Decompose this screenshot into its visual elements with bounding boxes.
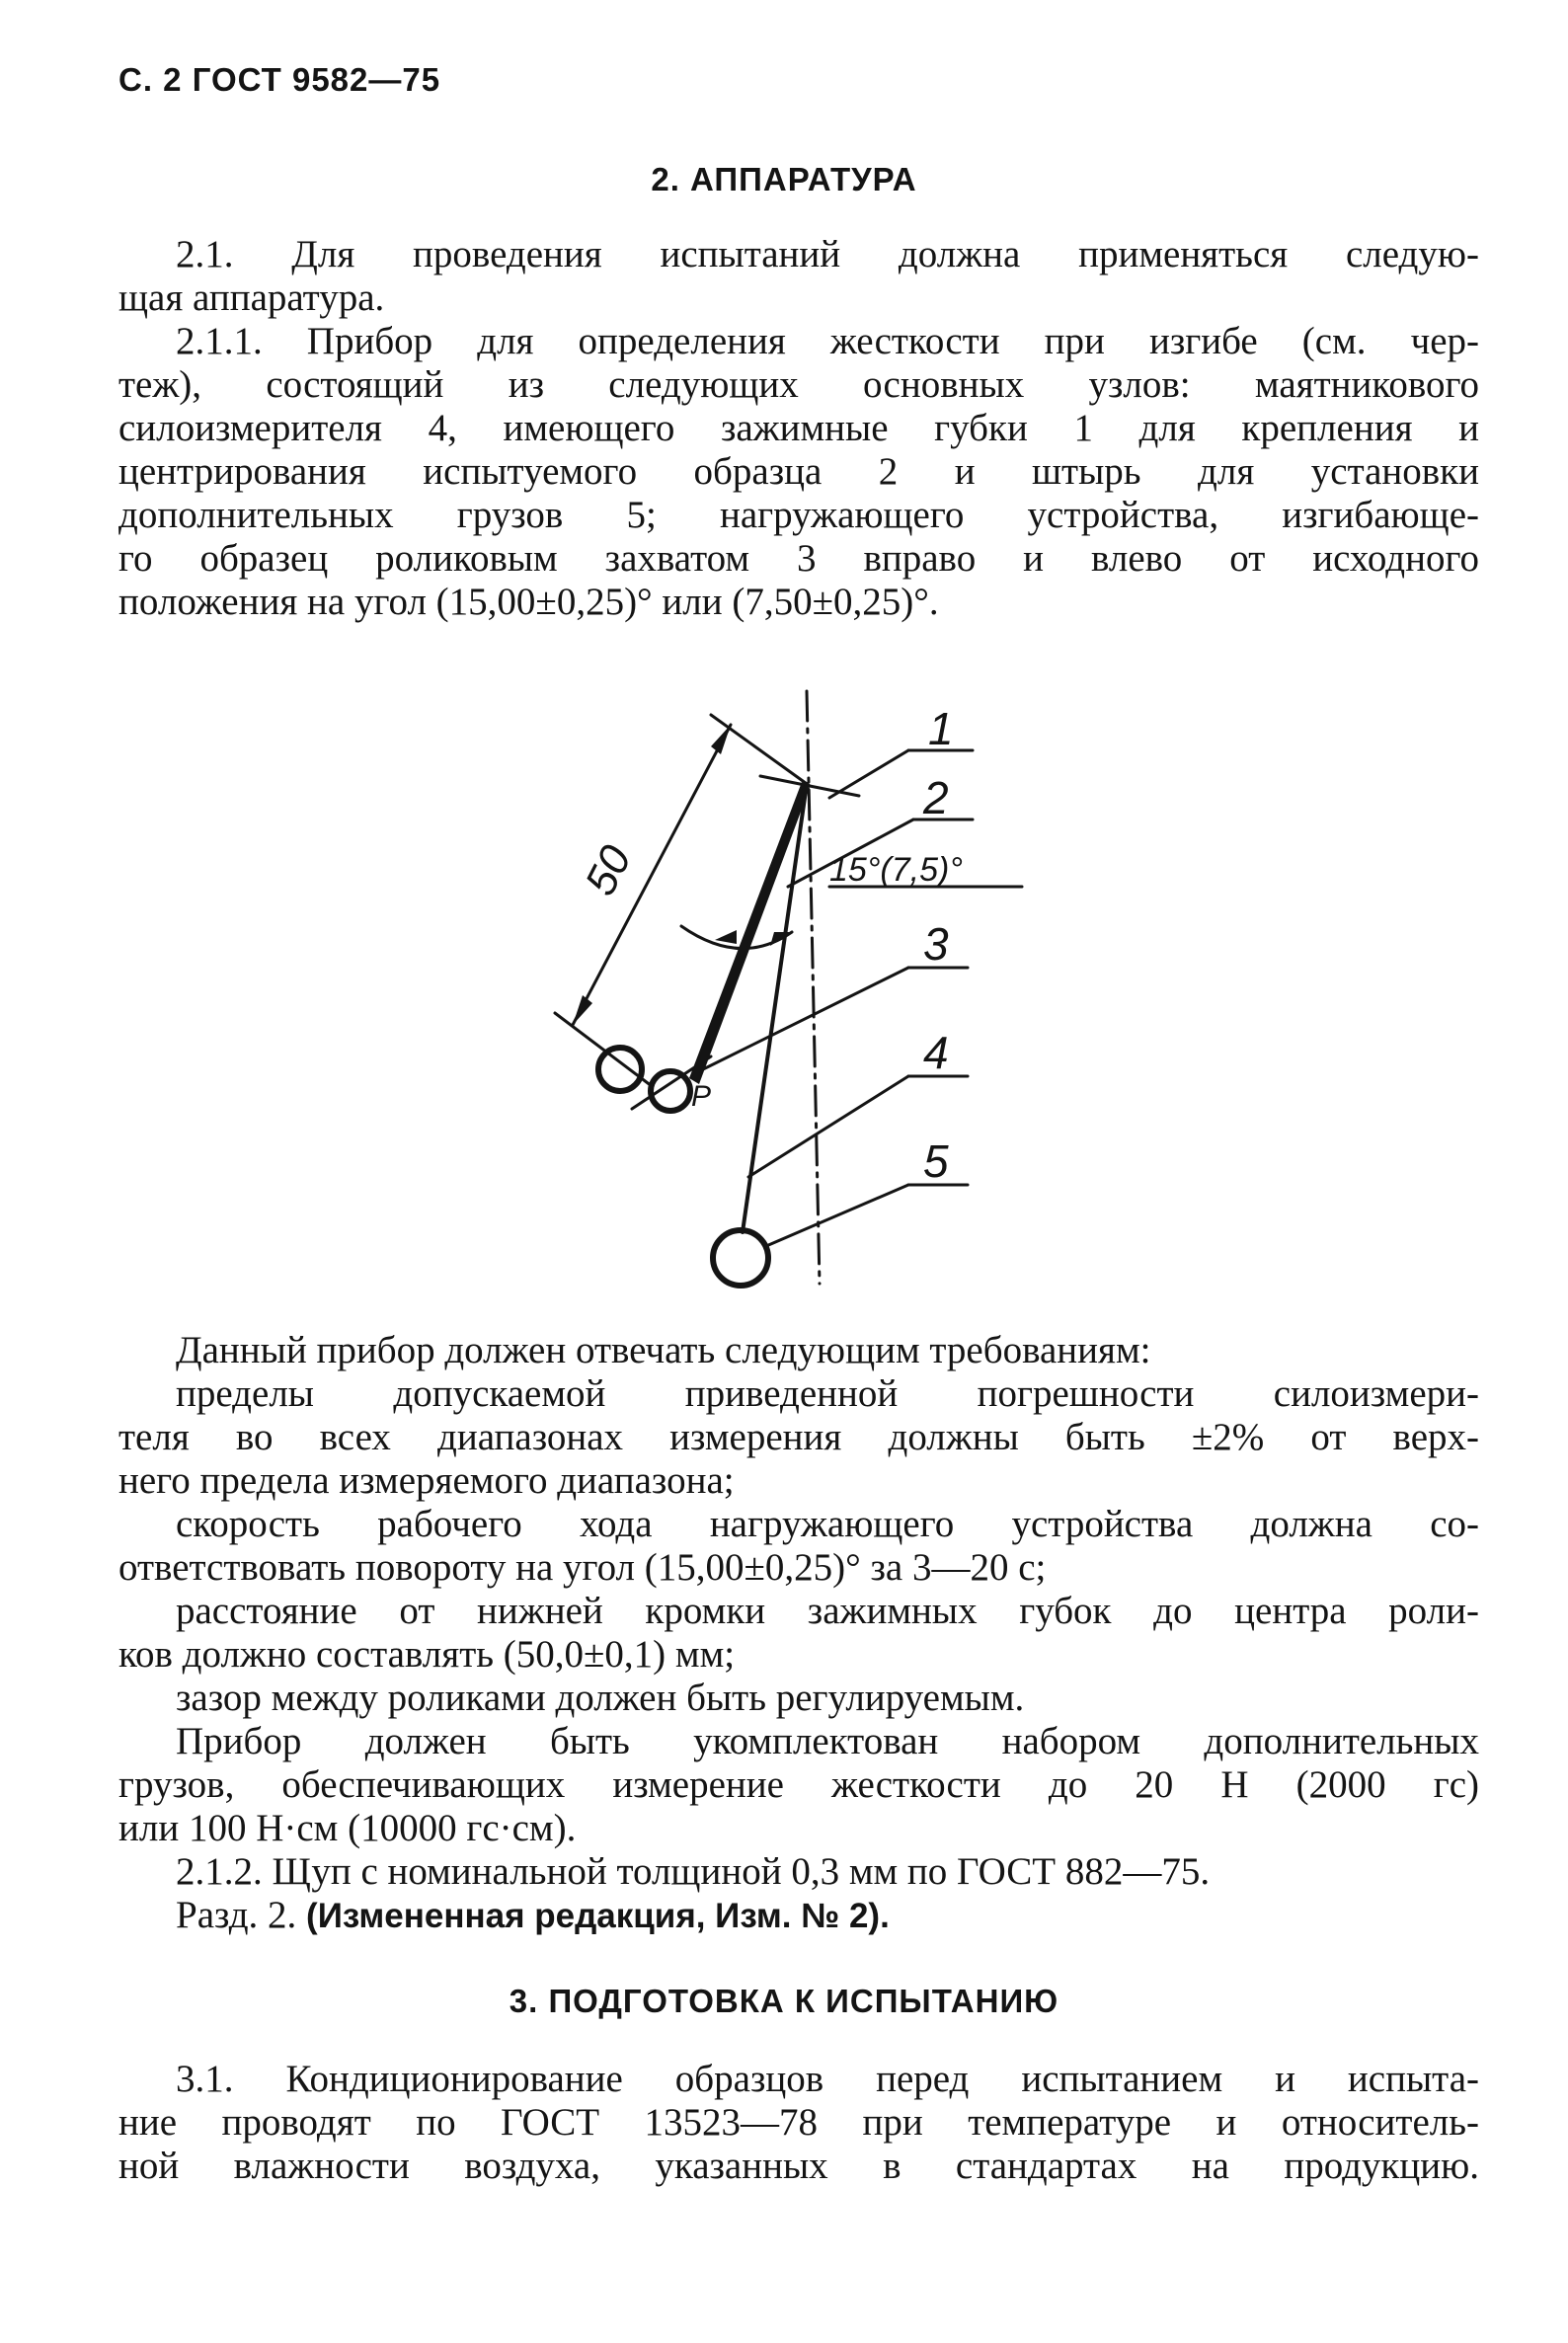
force-label: P (691, 1080, 712, 1113)
text-line: ние проводят по ГОСТ 13523—78 при температуре и относитель- (118, 2101, 1479, 2144)
callout-3: 3 (923, 918, 949, 970)
text-line: пределы допускаемой приведенной погрешности силоизмери- (176, 1372, 1479, 1415)
text-line: положения на угол (15,00±0,25)° или (7,50±0,25)°. (118, 581, 939, 623)
leader-5 (766, 1185, 908, 1246)
callout-4: 4 (923, 1027, 949, 1078)
angle-label: 15°(7,5)° (829, 851, 963, 889)
text-line: дополнительных грузов 5; нагружающего устройства, изгибающе- (118, 494, 1479, 536)
amendment-prefix: Разд. 2. (176, 1894, 297, 1936)
text-line: ков должно составлять (50,0±0,1) мм; (118, 1633, 736, 1676)
amendment-bold: (Измененная редакция, Изм. № 2). (306, 1897, 890, 1935)
callout-2: 2 (923, 772, 949, 823)
text-line: 3.1. Кондиционирование образцов перед испытанием и испыта- (176, 2058, 1479, 2100)
text-line: силоизмерителя 4, имеющего зажимные губки 1 для крепления и (118, 407, 1479, 449)
pendulum-rod (743, 784, 807, 1232)
text-line: Данный прибор должен отвечать следующим требованиям: (176, 1329, 1151, 1371)
text-line: го образец роликовым захватом 3 вправо и влево от исходного (118, 537, 1479, 580)
text-line: зазор между роликами должен быть регулируемым. (176, 1677, 1025, 1719)
callout-5: 5 (923, 1135, 949, 1187)
page-header: С. 2 ГОСТ 9582—75 (118, 61, 441, 98)
text-line: теля во всех диапазонах измерения должны быть ±2% от верх- (118, 1416, 1479, 1458)
section-2-title: 2. АППАРАТУРА (651, 161, 917, 197)
text-line: или 100 Н·см (10000 гс·см). (118, 1807, 577, 1849)
section-3-title: 3. ПОДГОТОВКА К ИСПЫТАНИЮ (509, 1983, 1059, 2019)
text-line: Прибор должен быть укомплектован набором дополнительных (176, 1720, 1479, 1762)
dimension-label: 50 (576, 837, 642, 903)
text-line: расстояние от нижней кромки зажимных губок до центра роли- (176, 1590, 1479, 1632)
text-line: теж), состоящий из следующих основных узлов: маятникового (118, 363, 1479, 406)
leader-4 (748, 1076, 908, 1177)
text-line: 2.1.2. Щуп с номинальной толщиной 0,3 мм по ГОСТ 882—75. (176, 1850, 1211, 1893)
vertical-axis (807, 691, 820, 1284)
text-line: 2.1.1. Прибор для определения жесткости при изгибе (см. чер- (176, 320, 1479, 362)
weight-pin (713, 1230, 768, 1286)
text-line: ной влажности воздуха, указанных в стандартах на продукцию. (118, 2145, 1479, 2187)
apparatus-diagram (533, 671, 1027, 1303)
amendment-note (176, 1894, 1479, 1938)
text-line: скорость рабочего хода нагружающего устройства должна со- (176, 1503, 1479, 1545)
roller-left (598, 1048, 642, 1091)
callout-1: 1 (928, 703, 954, 754)
text-line: центрирования испытуемого образца 2 и штырь для установки (118, 450, 1479, 493)
text-line: него предела измеряемого диапазона; (118, 1459, 735, 1502)
text-line: ответствовать повороту на угол (15,00±0,25)° за 3—20 с; (118, 1546, 1047, 1589)
leader-1 (829, 750, 908, 798)
text-line: 2.1. Для проведения испытаний должна применяться следую- (176, 233, 1479, 275)
text-line: щая аппаратура. (118, 276, 385, 319)
text-line: грузов, обеспечивающих измерение жесткости до 20 Н (2000 гс) (118, 1763, 1479, 1806)
